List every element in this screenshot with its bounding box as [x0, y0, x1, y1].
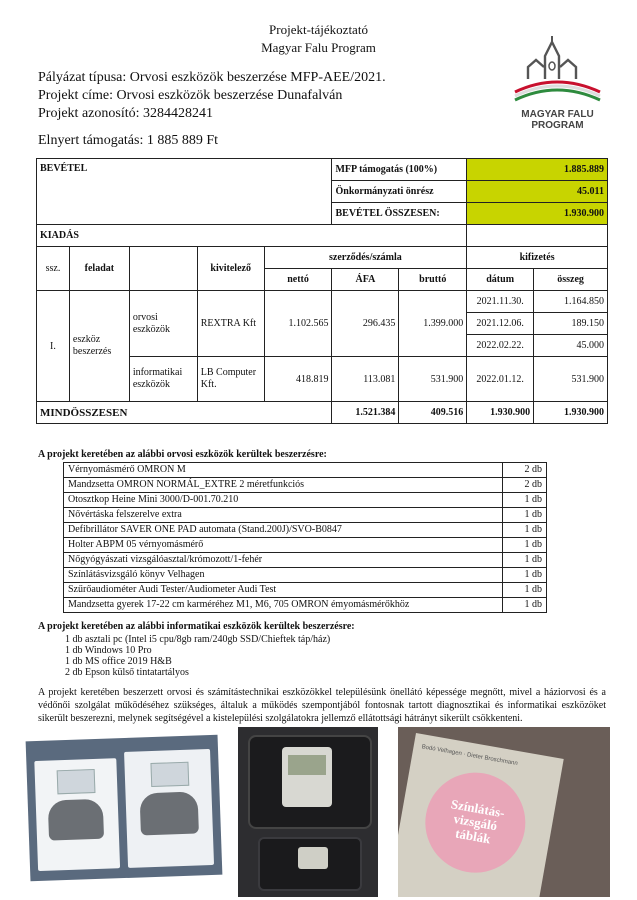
sub1-netto: 1.102.565 — [264, 291, 332, 357]
item-name: Mandzsetta gyerek 17-22 cm karméréhez M1, M6, 705 OMRON émyomásmérőkhöz — [64, 598, 503, 613]
sub1-brutto: 1.399.000 — [399, 291, 467, 357]
total-brutto: 1.930.900 — [467, 402, 534, 424]
col-afa: ÁFA — [332, 269, 399, 291]
item-name: Szűrőaudiométer Audi Tester/Audiometer Audi Test — [64, 583, 503, 598]
table-row — [64, 553, 547, 568]
table-row — [37, 291, 608, 313]
payment-amount: 45.000 — [534, 335, 608, 357]
item-name: Otosztkop Heine Mini 3000/D-001.70.210 — [64, 493, 503, 508]
summary-paragraph: A projekt keretében beszerzett orvosi és számítástechnikai eszközökkel településünk önellátó képessége megnőtt, mivel a háziorvosi és a védőnői szolgálat működéséhez szükséges, általuk a működés szempontjából fontosnak tartott diagnosztikai és informatikai eszközöket sikerült beszerezni, melynek segítségével a kistelepülési szolgálatokra jellemző ellátottsági hátrányt sikerült csökkenteni. — [38, 687, 606, 724]
it-section-title: A projekt keretében az alábbi informatikai eszközök kerültek beszerzésre: — [38, 621, 355, 632]
book-title: Színlátás-vizsgáló táblák — [449, 796, 506, 847]
total-income-label: BEVÉTEL ÖSSZESEN: — [332, 203, 467, 225]
book-authors: Bodó Velhagen · Dieter Broschmann — [421, 744, 519, 768]
table-row — [64, 538, 547, 553]
item-name: Mandzsetta OMRON NORMÁL_EXTRE 2 méretfunkciós — [64, 478, 503, 493]
item-qty: 1 db — [503, 538, 547, 553]
col-netto: nettó — [264, 269, 332, 291]
table-row — [64, 463, 547, 478]
total-income-value: 1.930.900 — [467, 203, 608, 225]
total-paid: 1.930.900 — [534, 402, 608, 424]
mfp-label: MFP támogatás (100%) — [332, 159, 467, 181]
item-qty: 1 db — [503, 493, 547, 508]
payment-amount: 1.164.850 — [534, 291, 608, 313]
project-type: Pályázat típusa: Orvosi eszközök beszerzése MFP-AEE/2021. — [38, 70, 386, 85]
table-row — [64, 493, 547, 508]
item-name: Vérnyomásmérő OMRON M — [64, 463, 503, 478]
col-contract: szerződés/számla — [264, 247, 467, 269]
list-item: 2 db Epson külső tintatartályos — [65, 667, 189, 678]
table-row — [64, 478, 547, 493]
project-id: Projekt azonosító: 3284428241 — [38, 106, 213, 121]
grant-amount: Elnyert támogatás: 1 885 889 Ft — [38, 133, 219, 148]
list-item: 1 db MS office 2019 H&B — [65, 656, 172, 667]
item-qty: 2 db — [503, 463, 547, 478]
col-brutto: bruttó — [399, 269, 467, 291]
sub1-contractor: REXTRA Kft — [197, 291, 264, 357]
item-qty: 1 db — [503, 523, 547, 538]
sub1-name: orvosi eszközök — [129, 291, 197, 357]
item-qty: 2 db — [503, 478, 547, 493]
own-contribution-value: 45.011 — [467, 181, 608, 203]
grand-total-label: MINDÖSSZESEN — [37, 402, 332, 424]
income-header: BEVÉTEL — [37, 159, 332, 225]
table-row — [64, 583, 547, 598]
medical-section-title: A projekt keretében az alábbi orvosi eszközök kerültek beszerzésre: — [38, 449, 327, 460]
list-item: 1 db Windows 10 Pro — [65, 645, 152, 656]
program-title: Magyar Falu Program — [261, 40, 376, 55]
payment-amount: 189.150 — [534, 313, 608, 335]
project-name: Projekt címe: Orvosi eszközök beszerzése Dunafalván — [38, 88, 343, 103]
col-feladat: feladat — [69, 247, 129, 291]
photo-holter-device — [238, 727, 378, 897]
item-qty: 1 db — [503, 508, 547, 523]
item-qty: 1 db — [503, 583, 547, 598]
col-payment: kifizetés — [467, 247, 608, 269]
table-row — [64, 568, 547, 583]
row-number: I. — [37, 291, 70, 402]
item-name: Nőgyógyászati vizsgálóasztal/krómozott/1-fehér — [64, 553, 503, 568]
item-name: Színlátásvizsgáló könyv Velhagen — [64, 568, 503, 583]
item-name: Nővértáska felszerelve extra — [64, 508, 503, 523]
finance-table — [36, 158, 608, 424]
it-items-list — [65, 634, 330, 678]
logo-text-1: MAGYAR FALU — [521, 109, 594, 120]
table-row — [64, 523, 547, 538]
item-name: Holter ABPM 05 vérnyomásmérő — [64, 538, 503, 553]
sub2-date: 2022.01.12. — [467, 357, 534, 402]
table-row — [64, 508, 547, 523]
mfp-value: 1.885.889 — [467, 159, 608, 181]
medical-items-table — [63, 462, 547, 613]
expense-header: KIADÁS — [37, 225, 467, 247]
own-contribution-label: Önkormányzati önrész — [332, 181, 467, 203]
sub2-name: informatikai eszközök — [129, 357, 197, 402]
list-item: 1 db asztali pc (Intel i5 cpu/8gb ram/240gb SSD/Chieftek táp/ház) — [65, 634, 331, 645]
payment-date: 2022.02.22. — [467, 335, 534, 357]
doc-title: Projekt-tájékoztató — [269, 22, 368, 37]
sub2-afa: 113.081 — [332, 357, 399, 402]
photo-color-vision-book — [398, 727, 610, 897]
table-row — [64, 598, 547, 613]
magyar-falu-logo — [510, 34, 605, 134]
item-qty: 1 db — [503, 553, 547, 568]
payment-date: 2021.11.30. — [467, 291, 534, 313]
sub1-afa: 296.435 — [332, 291, 399, 357]
payment-date: 2021.12.06. — [467, 313, 534, 335]
photo-blood-pressure-monitors — [26, 735, 223, 882]
col-osszeg: összeg — [534, 269, 608, 291]
col-datum: dátum — [467, 269, 534, 291]
total-afa: 409.516 — [399, 402, 467, 424]
row-task: eszköz beszerzés — [69, 291, 129, 402]
item-qty: 1 db — [503, 598, 547, 613]
logo-text-2: PROGRAM — [531, 120, 584, 131]
item-name: Defibrillátor SAVER ONE PAD automata (Stand.200J)/SVO-B0847 — [64, 523, 503, 538]
sub2-brutto: 531.900 — [399, 357, 467, 402]
col-ssz: ssz. — [37, 247, 70, 291]
item-qty: 1 db — [503, 568, 547, 583]
total-netto: 1.521.384 — [332, 402, 399, 424]
col-kivitelezo: kivitelező — [197, 247, 264, 291]
sub2-amount: 531.900 — [534, 357, 608, 402]
sub2-netto: 418.819 — [264, 357, 332, 402]
sub2-contractor: LB Computer Kft. — [197, 357, 264, 402]
